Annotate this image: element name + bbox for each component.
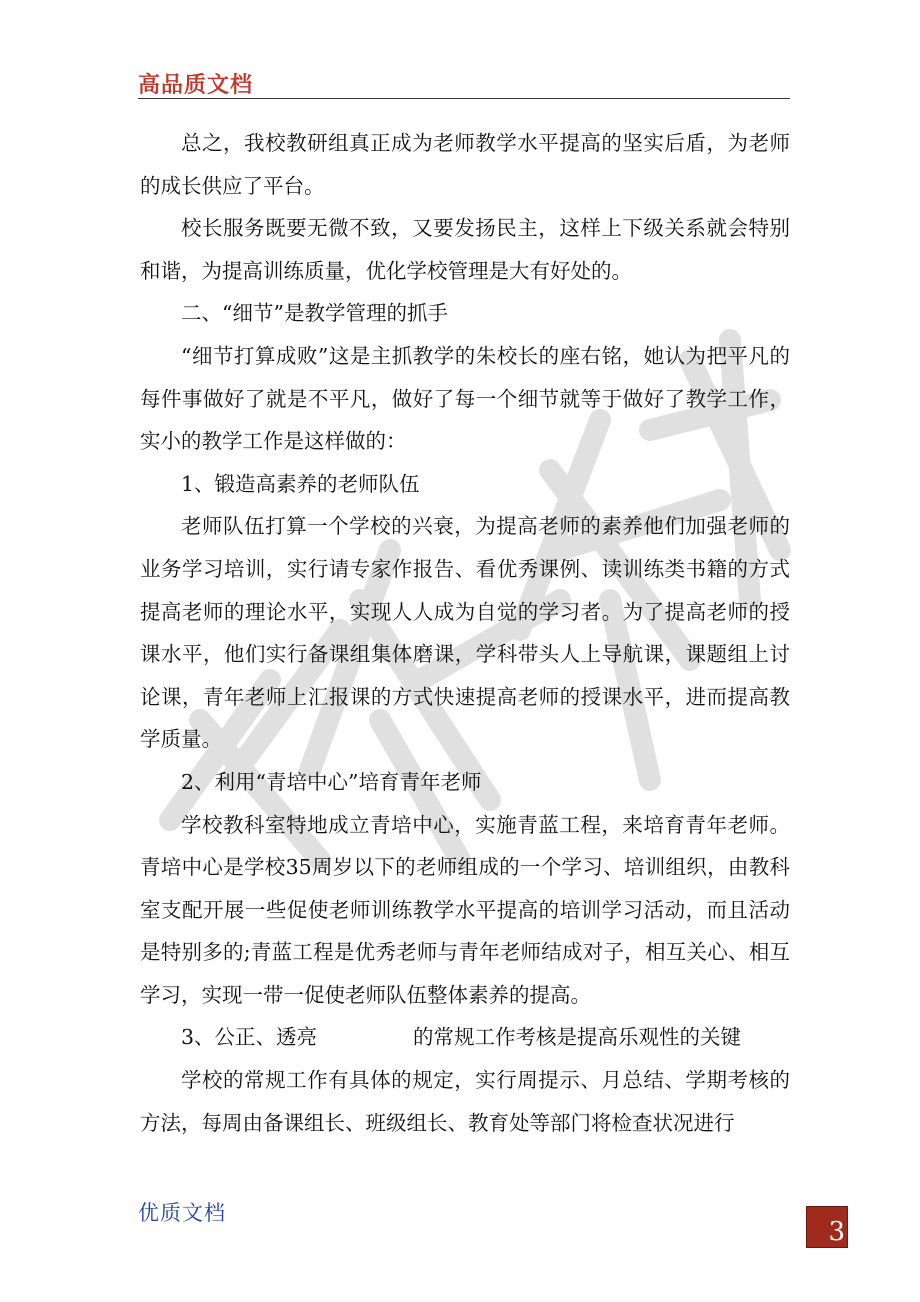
page-number: 3 — [828, 1217, 845, 1247]
paragraph: 总之，我校教研组真正成为老师教学水平提高的坚实后盾，为老师的成长供应了平台。 — [140, 131, 790, 198]
heading-part: 3、公正、透亮 — [181, 1025, 318, 1050]
paragraph: 学校的常规工作有具体的规定，实行周提示、月总结、学期考核的方法，每周由备课组长、班级组长、教育处等部门将检查状况进行 — [140, 1068, 790, 1135]
paragraph: 校长服务既要无微不致，又要发扬民主，这样上下级关系就会特别和谐，为提高训练质量，优化学校管理是大有好处的。 — [140, 216, 790, 283]
subsection-heading: 2、利用“青培中心”培育青年老师 — [181, 769, 482, 794]
subsection-heading — [140, 1016, 790, 1059]
footer-title: 优质文档 — [138, 1201, 226, 1225]
header-title: 高品质文档 — [138, 73, 254, 98]
heading-part: 的常规工作考核是提高乐观性的关键 — [413, 1025, 742, 1050]
paragraph: 学校教科室特地成立青培中心，实施青蓝工程，来培育青年老师。青培中心是学校35周岁以下的老师组成的一个学习、培训组织，由教科室支配开展一些促使老师训练教学水平提高的培训学习活动，而且活动是特别多的;青蓝工程是优秀老师与青年老师结成对子，相互关心、相互学习，实现一带一促使老师队伍整体素养的提高。 — [140, 812, 790, 1007]
paragraph: “细节打算成败”这是主抓教学的朱校长的座右铭，她认为把平凡的每件事做好了就是不平凡，做好了每一个细节就等于做好了教学工作，实小的教学工作是这样做的： — [140, 343, 790, 454]
subsection-heading: 1、锻造高素养的老师队伍 — [181, 471, 420, 496]
section-heading: 二、“细节”是教学管理的抓手 — [181, 301, 448, 326]
paragraph: 老师队伍打算一个学校的兴衰，为提高老师的素养他们加强老师的业务学习培训，实行请专家作报告、看优秀课例、读训练类书籍的方式提高老师的理论水平，实现人人成为自觉的学习者。为了提高老师的授课水平，他们实行备课组集体磨课，学科带头人上导航课，课题组上讨论课，青年老师上汇报课的方式快速提高老师的授课水平，进而提高教学质量。 — [140, 514, 790, 752]
document-body — [140, 122, 790, 1144]
header-divider — [138, 98, 790, 99]
page-number-badge — [806, 1206, 848, 1248]
